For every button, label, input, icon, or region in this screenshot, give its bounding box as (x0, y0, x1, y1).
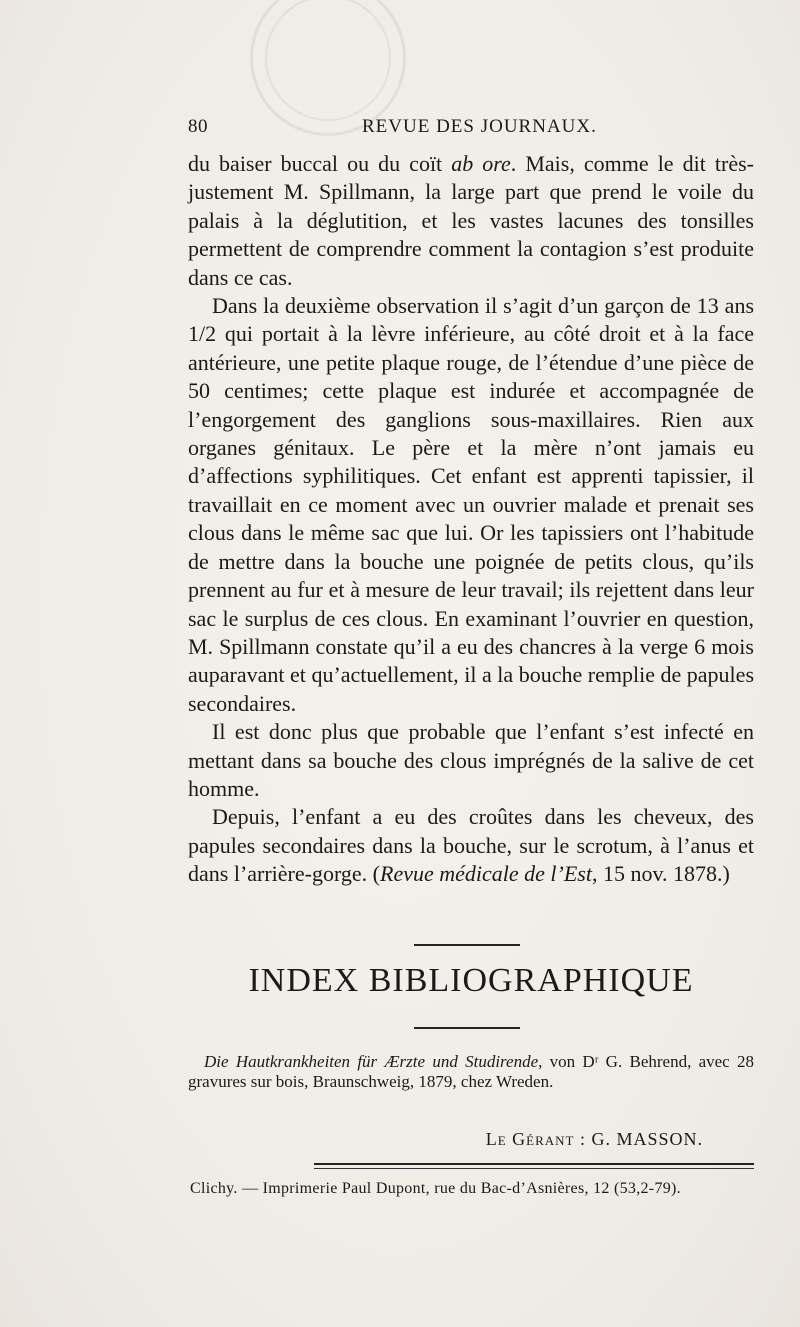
paragraph-2: Dans la deuxième observation il s’agit d’un garçon de 13 ans 1/2 qui portait à la lèvre inférieure, au côté droit et à la face antérieure, une petite plaque rouge, de l’étendue d’une pièce de 50 centimes; cette plaque est indurée et accompagnée de l’engorgement des ganglions sous-maxillaires. Rien aux organes génitaux. Le père et la mère n’ont jamais eu d’affections syphilitiques. Cet enfant est apprenti tapissier, il travaillait en ce moment avec un ouvrier malade et prenait ses clous dans le même sac que lui. Or les tapissiers ont l’habitude de mettre dans la bouche une poignée de petits clous, qu’ils prennent au fur et à mesure de leur travail; ils rejettent dans leur sac le surplus de ces clous. En examinant l’ouvrier en question, M. Spillmann constate qu’il a eu des chancres à la verge 6 mois auparavant et qu’actuellement, il a la bouche remplie de papules secondaires. (188, 293, 754, 716)
journal-citation: Revue médicale de l’Est (380, 861, 592, 887)
footer-rule (314, 1163, 754, 1165)
manager-signature: Le Gérant : G. MASSON. (485, 1129, 703, 1149)
paragraph-1-start: du baiser buccal ou du coït (188, 151, 452, 176)
footer-rule-thin (314, 1168, 754, 1169)
printer-imprint: Clichy. — Imprimerie Paul Dupont, rue du Bac-d’Asnières, 12 (53,2-79). (190, 1180, 681, 1197)
divider-bottom (414, 1027, 520, 1029)
paragraph-4-end: , 15 nov. 1878.) (591, 861, 730, 887)
paragraph-4-start: Depuis, l’enfant a eu des croûtes dans les cheveux, des papules secondaires dans la bouche, sur le scrotum, à l’anus et dans l’arrière-gorge. ( (188, 804, 754, 887)
paragraph-3: Il est donc plus que probable que l’enfant s’est infecté en mettant dans sa bouche des clous imprégnés de la salive de cet homme. (188, 719, 754, 801)
page-number: 80 (188, 116, 208, 137)
running-title: REVUE DES JOURNAUX. (362, 116, 597, 137)
paragraph-1 (188, 150, 754, 292)
section-title: INDEX BIBLIOGRAPHIQUE (248, 962, 694, 999)
divider-top (414, 944, 520, 946)
paragraph-4 (188, 803, 754, 888)
page-header (188, 116, 750, 144)
paragraph-1-end: . Mais, comme le dit très-justement M. Spillmann, la large part que prend le voile du palais à la déglutition, et les vastes lacunes des tonsilles permettent de comprendre comment la contagion s’est produite dans ce cas. (188, 151, 754, 290)
article-body (188, 150, 754, 889)
bibliography-details: , von Dʳ G. Behrend, avec 28 gravures sur bois, Braunschweig, 1879, chez Wreden. (188, 1052, 755, 1091)
bibliography-book-title: Die Hautkrankheiten für Ærzte und Studirende (204, 1052, 539, 1071)
bibliography-entry (188, 1052, 754, 1092)
paragraph-1-latin: ab ore (451, 151, 511, 176)
